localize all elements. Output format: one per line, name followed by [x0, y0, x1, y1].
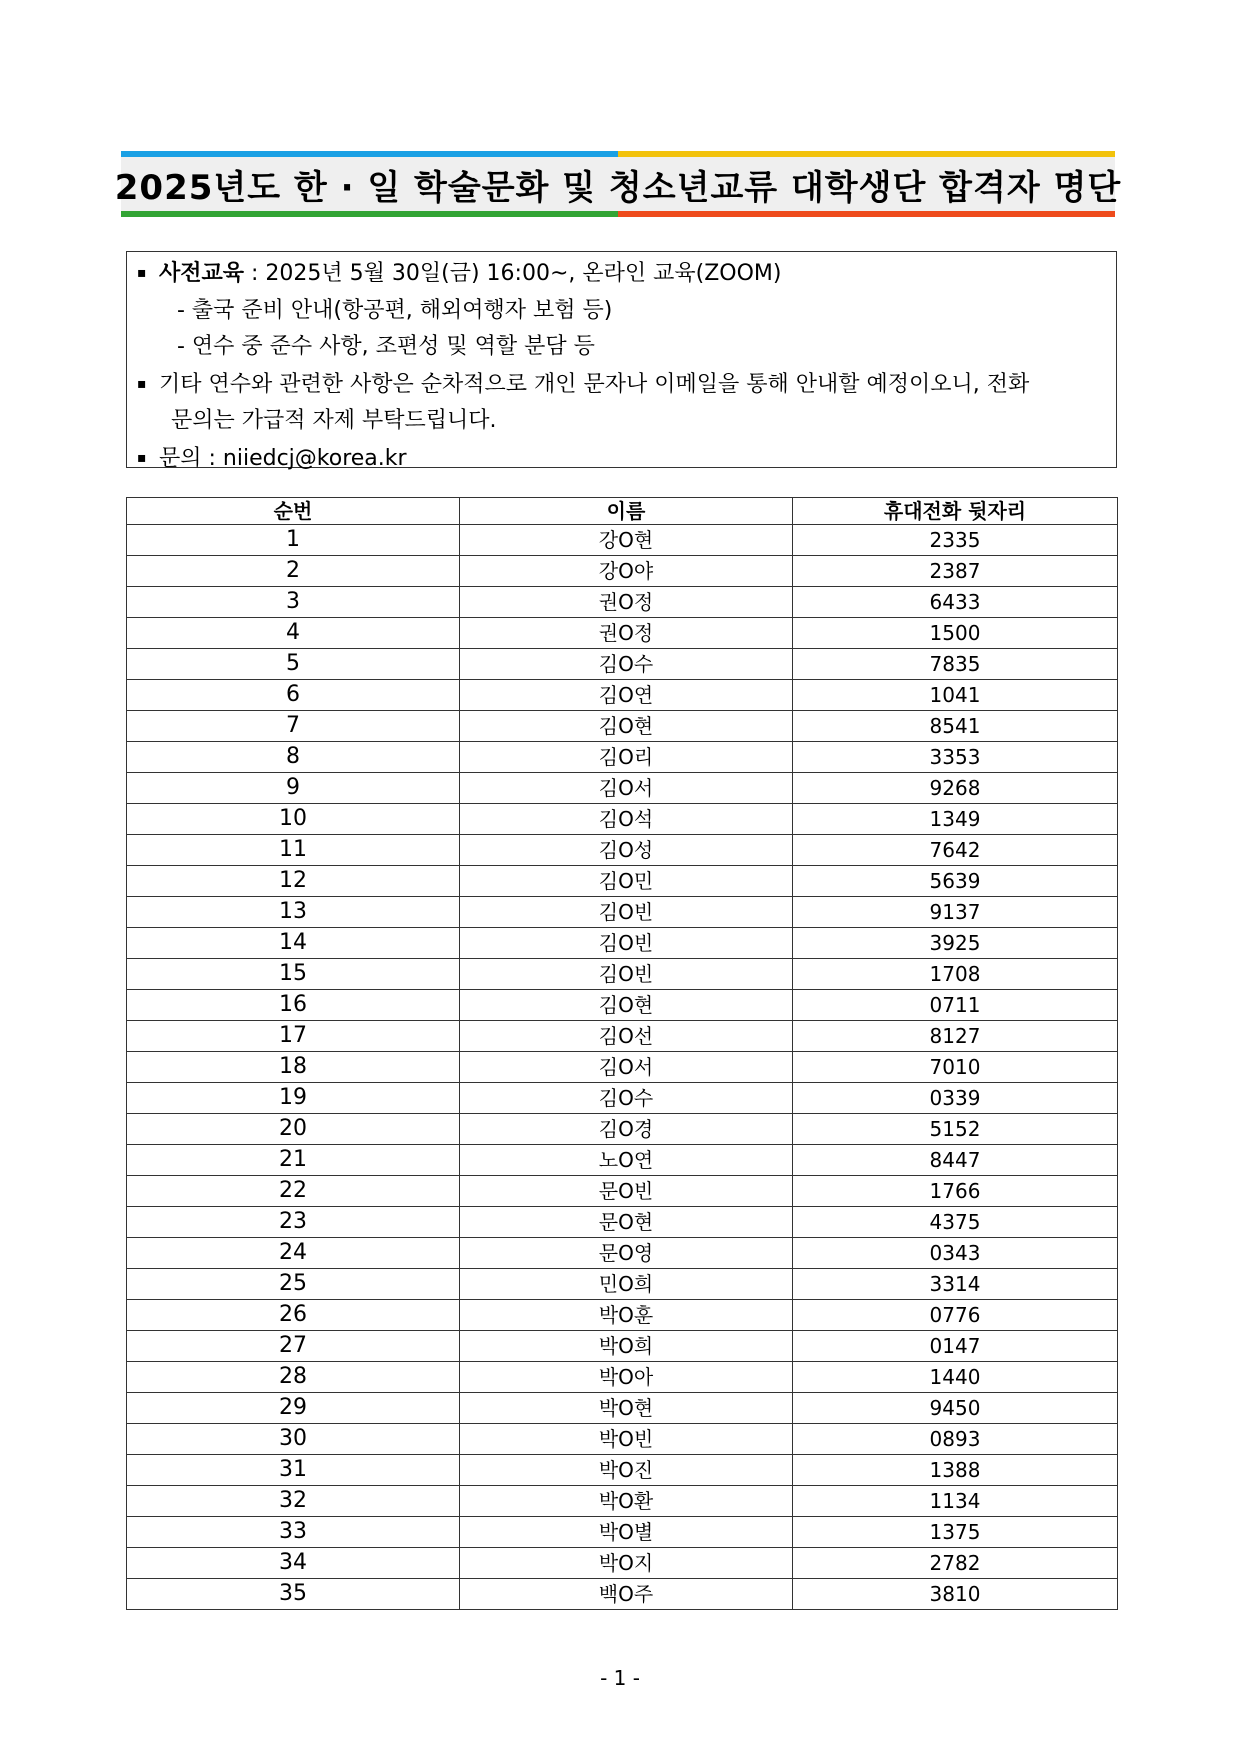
table-row [127, 742, 1118, 773]
row-name: 김O수 [460, 1083, 793, 1114]
row-number: 30 [127, 1424, 460, 1455]
row-number: 28 [127, 1362, 460, 1393]
row-number: 23 [127, 1207, 460, 1238]
notice-other [137, 366, 1116, 404]
row-name: 김O수 [460, 649, 793, 680]
row-name: 김O선 [460, 1021, 793, 1052]
row-number: 8 [127, 742, 460, 773]
notice-other-continued: 문의는 가급적 자제 부탁드립니다. [171, 408, 497, 433]
row-number: 13 [127, 897, 460, 928]
row-phone-suffix: 0893 [793, 1424, 1118, 1455]
row-name: 김O서 [460, 1052, 793, 1083]
table-row [127, 1176, 1118, 1207]
row-phone-suffix: 0711 [793, 990, 1118, 1021]
table-header-row [127, 498, 1118, 525]
row-phone-suffix: 5152 [793, 1114, 1118, 1145]
row-name: 김O성 [460, 835, 793, 866]
row-name: 박O아 [460, 1362, 793, 1393]
table-row [127, 897, 1118, 928]
row-name: 권O정 [460, 618, 793, 649]
row-number: 16 [127, 990, 460, 1021]
table-row [127, 1052, 1118, 1083]
row-number: 9 [127, 773, 460, 804]
pre-education-label: 사전교육 [159, 261, 245, 286]
row-number: 27 [127, 1331, 460, 1362]
table-row [127, 1362, 1118, 1393]
table-row [127, 1424, 1118, 1455]
row-number: 19 [127, 1083, 460, 1114]
row-phone-suffix: 2782 [793, 1548, 1118, 1579]
table-row [127, 1455, 1118, 1486]
page-number: - 1 - [600, 1666, 640, 1690]
row-phone-suffix: 3353 [793, 742, 1118, 773]
row-number: 14 [127, 928, 460, 959]
row-name: 김O빈 [460, 897, 793, 928]
roster-body [127, 525, 1118, 1610]
row-number: 35 [127, 1579, 460, 1610]
table-row [127, 1238, 1118, 1269]
row-number: 12 [127, 866, 460, 897]
table-row [127, 525, 1118, 556]
row-number: 11 [127, 835, 460, 866]
header-name: 이름 [460, 498, 793, 525]
table-row [127, 1145, 1118, 1176]
row-phone-suffix: 6433 [793, 587, 1118, 618]
row-name: 박O지 [460, 1548, 793, 1579]
row-number: 15 [127, 959, 460, 990]
row-name: 김O빈 [460, 928, 793, 959]
bullet-icon: ▪ [137, 449, 147, 466]
row-name: 강O야 [460, 556, 793, 587]
row-number: 17 [127, 1021, 460, 1052]
row-number: 32 [127, 1486, 460, 1517]
table-row [127, 1517, 1118, 1548]
table-row [127, 1300, 1118, 1331]
row-name: 민O희 [460, 1269, 793, 1300]
table-row [127, 680, 1118, 711]
row-phone-suffix: 1349 [793, 804, 1118, 835]
contact-text: 문의 : niiedcj@korea.kr [159, 445, 407, 471]
row-name: 문O빈 [460, 1176, 793, 1207]
table-row [127, 711, 1118, 742]
row-number: 31 [127, 1455, 460, 1486]
accent-bar-green [121, 211, 618, 217]
bullet-icon: ▪ [137, 375, 147, 392]
row-phone-suffix: 2387 [793, 556, 1118, 587]
pre-education-detail: : 2025년 5월 30일(금) 16:00~, 온라인 교육(ZOOM) [244, 261, 782, 286]
row-name: 박O진 [460, 1455, 793, 1486]
row-name: 김O석 [460, 804, 793, 835]
row-phone-suffix: 1440 [793, 1362, 1118, 1393]
table-row [127, 1548, 1118, 1579]
row-number: 33 [127, 1517, 460, 1548]
row-number: 10 [127, 804, 460, 835]
row-phone-suffix: 1388 [793, 1455, 1118, 1486]
table-row [127, 866, 1118, 897]
row-phone-suffix: 7010 [793, 1052, 1118, 1083]
row-phone-suffix: 1766 [793, 1176, 1118, 1207]
title-banner [114, 151, 1122, 217]
bullet-icon: ▪ [137, 265, 147, 281]
row-phone-suffix: 7835 [793, 649, 1118, 680]
row-name: 김O현 [460, 990, 793, 1021]
row-phone-suffix: 3314 [793, 1269, 1118, 1300]
table-row [127, 618, 1118, 649]
table-row [127, 1083, 1118, 1114]
row-number: 1 [127, 525, 460, 556]
row-name: 권O정 [460, 587, 793, 618]
header-number: 순번 [127, 498, 460, 525]
row-phone-suffix: 7642 [793, 835, 1118, 866]
row-name: 김O경 [460, 1114, 793, 1145]
table-row [127, 1331, 1118, 1362]
row-name: 박O현 [460, 1393, 793, 1424]
row-phone-suffix: 5639 [793, 866, 1118, 897]
row-number: 26 [127, 1300, 460, 1331]
row-number: 25 [127, 1269, 460, 1300]
row-phone-suffix: 8447 [793, 1145, 1118, 1176]
row-name: 김O현 [460, 711, 793, 742]
row-phone-suffix: 8541 [793, 711, 1118, 742]
table-row [127, 804, 1118, 835]
table-row [127, 1579, 1118, 1610]
row-number: 5 [127, 649, 460, 680]
row-name: 김O빈 [460, 959, 793, 990]
table-row [127, 773, 1118, 804]
table-row [127, 928, 1118, 959]
row-name: 문O영 [460, 1238, 793, 1269]
row-phone-suffix: 9450 [793, 1393, 1118, 1424]
row-phone-suffix: 3925 [793, 928, 1118, 959]
table-row [127, 1393, 1118, 1424]
row-name: 강O현 [460, 525, 793, 556]
table-row [127, 1486, 1118, 1517]
row-number: 7 [127, 711, 460, 742]
row-phone-suffix: 8127 [793, 1021, 1118, 1052]
table-row [127, 1269, 1118, 1300]
table-row [127, 587, 1118, 618]
row-phone-suffix: 9268 [793, 773, 1118, 804]
table-row [127, 835, 1118, 866]
row-name: 노O연 [460, 1145, 793, 1176]
row-number: 2 [127, 556, 460, 587]
row-number: 34 [127, 1548, 460, 1579]
row-phone-suffix: 1041 [793, 680, 1118, 711]
row-phone-suffix: 0343 [793, 1238, 1118, 1269]
row-number: 22 [127, 1176, 460, 1207]
row-name: 문O현 [460, 1207, 793, 1238]
notice-other-text: 기타 연수와 관련한 사항은 순차적으로 개인 문자나 이메일을 통해 안내할 예정이오니, 전화 [159, 371, 1030, 397]
row-name: 김O리 [460, 742, 793, 773]
row-name: 박O희 [460, 1331, 793, 1362]
row-phone-suffix: 0339 [793, 1083, 1118, 1114]
table-row [127, 1114, 1118, 1145]
row-phone-suffix: 1500 [793, 618, 1118, 649]
row-name: 김O서 [460, 773, 793, 804]
notice-contact [137, 440, 1116, 478]
row-phone-suffix: 4375 [793, 1207, 1118, 1238]
row-phone-suffix: 2335 [793, 525, 1118, 556]
row-number: 6 [127, 680, 460, 711]
page-title: 2025년도 한 · 일 학술문화 및 청소년교류 대학생단 합격자 명단 [114, 167, 1122, 208]
table-row [127, 959, 1118, 990]
row-phone-suffix: 0776 [793, 1300, 1118, 1331]
row-number: 29 [127, 1393, 460, 1424]
header-phone: 휴대전화 뒷자리 [793, 498, 1118, 525]
table-row [127, 990, 1118, 1021]
row-name: 박O훈 [460, 1300, 793, 1331]
row-number: 18 [127, 1052, 460, 1083]
row-name: 박O환 [460, 1486, 793, 1517]
row-phone-suffix: 1708 [793, 959, 1118, 990]
row-phone-suffix: 1375 [793, 1517, 1118, 1548]
row-phone-suffix: 3810 [793, 1579, 1118, 1610]
notice-box [126, 251, 1117, 471]
row-phone-suffix: 0147 [793, 1331, 1118, 1362]
row-name: 박O별 [460, 1517, 793, 1548]
row-name: 박O빈 [460, 1424, 793, 1455]
row-number: 20 [127, 1114, 460, 1145]
row-number: 4 [127, 618, 460, 649]
row-number: 3 [127, 587, 460, 618]
row-phone-suffix: 1134 [793, 1486, 1118, 1517]
row-number: 21 [127, 1145, 460, 1176]
table-row [127, 649, 1118, 680]
notice-sub-item: - 연수 중 준수 사항, 조편성 및 역할 분담 등 [177, 334, 595, 359]
accent-bar-red [618, 211, 1115, 217]
row-name: 김O민 [460, 866, 793, 897]
table-row [127, 1021, 1118, 1052]
row-name: 김O연 [460, 680, 793, 711]
row-phone-suffix: 9137 [793, 897, 1118, 928]
roster-table [126, 497, 1118, 1610]
row-number: 24 [127, 1238, 460, 1269]
table-row [127, 1207, 1118, 1238]
row-name: 백O주 [460, 1579, 793, 1610]
table-row [127, 556, 1118, 587]
notice-sub-item: - 출국 준비 안내(항공편, 해외여행자 보험 등) [177, 297, 613, 323]
notice-pre-education [137, 255, 1116, 293]
